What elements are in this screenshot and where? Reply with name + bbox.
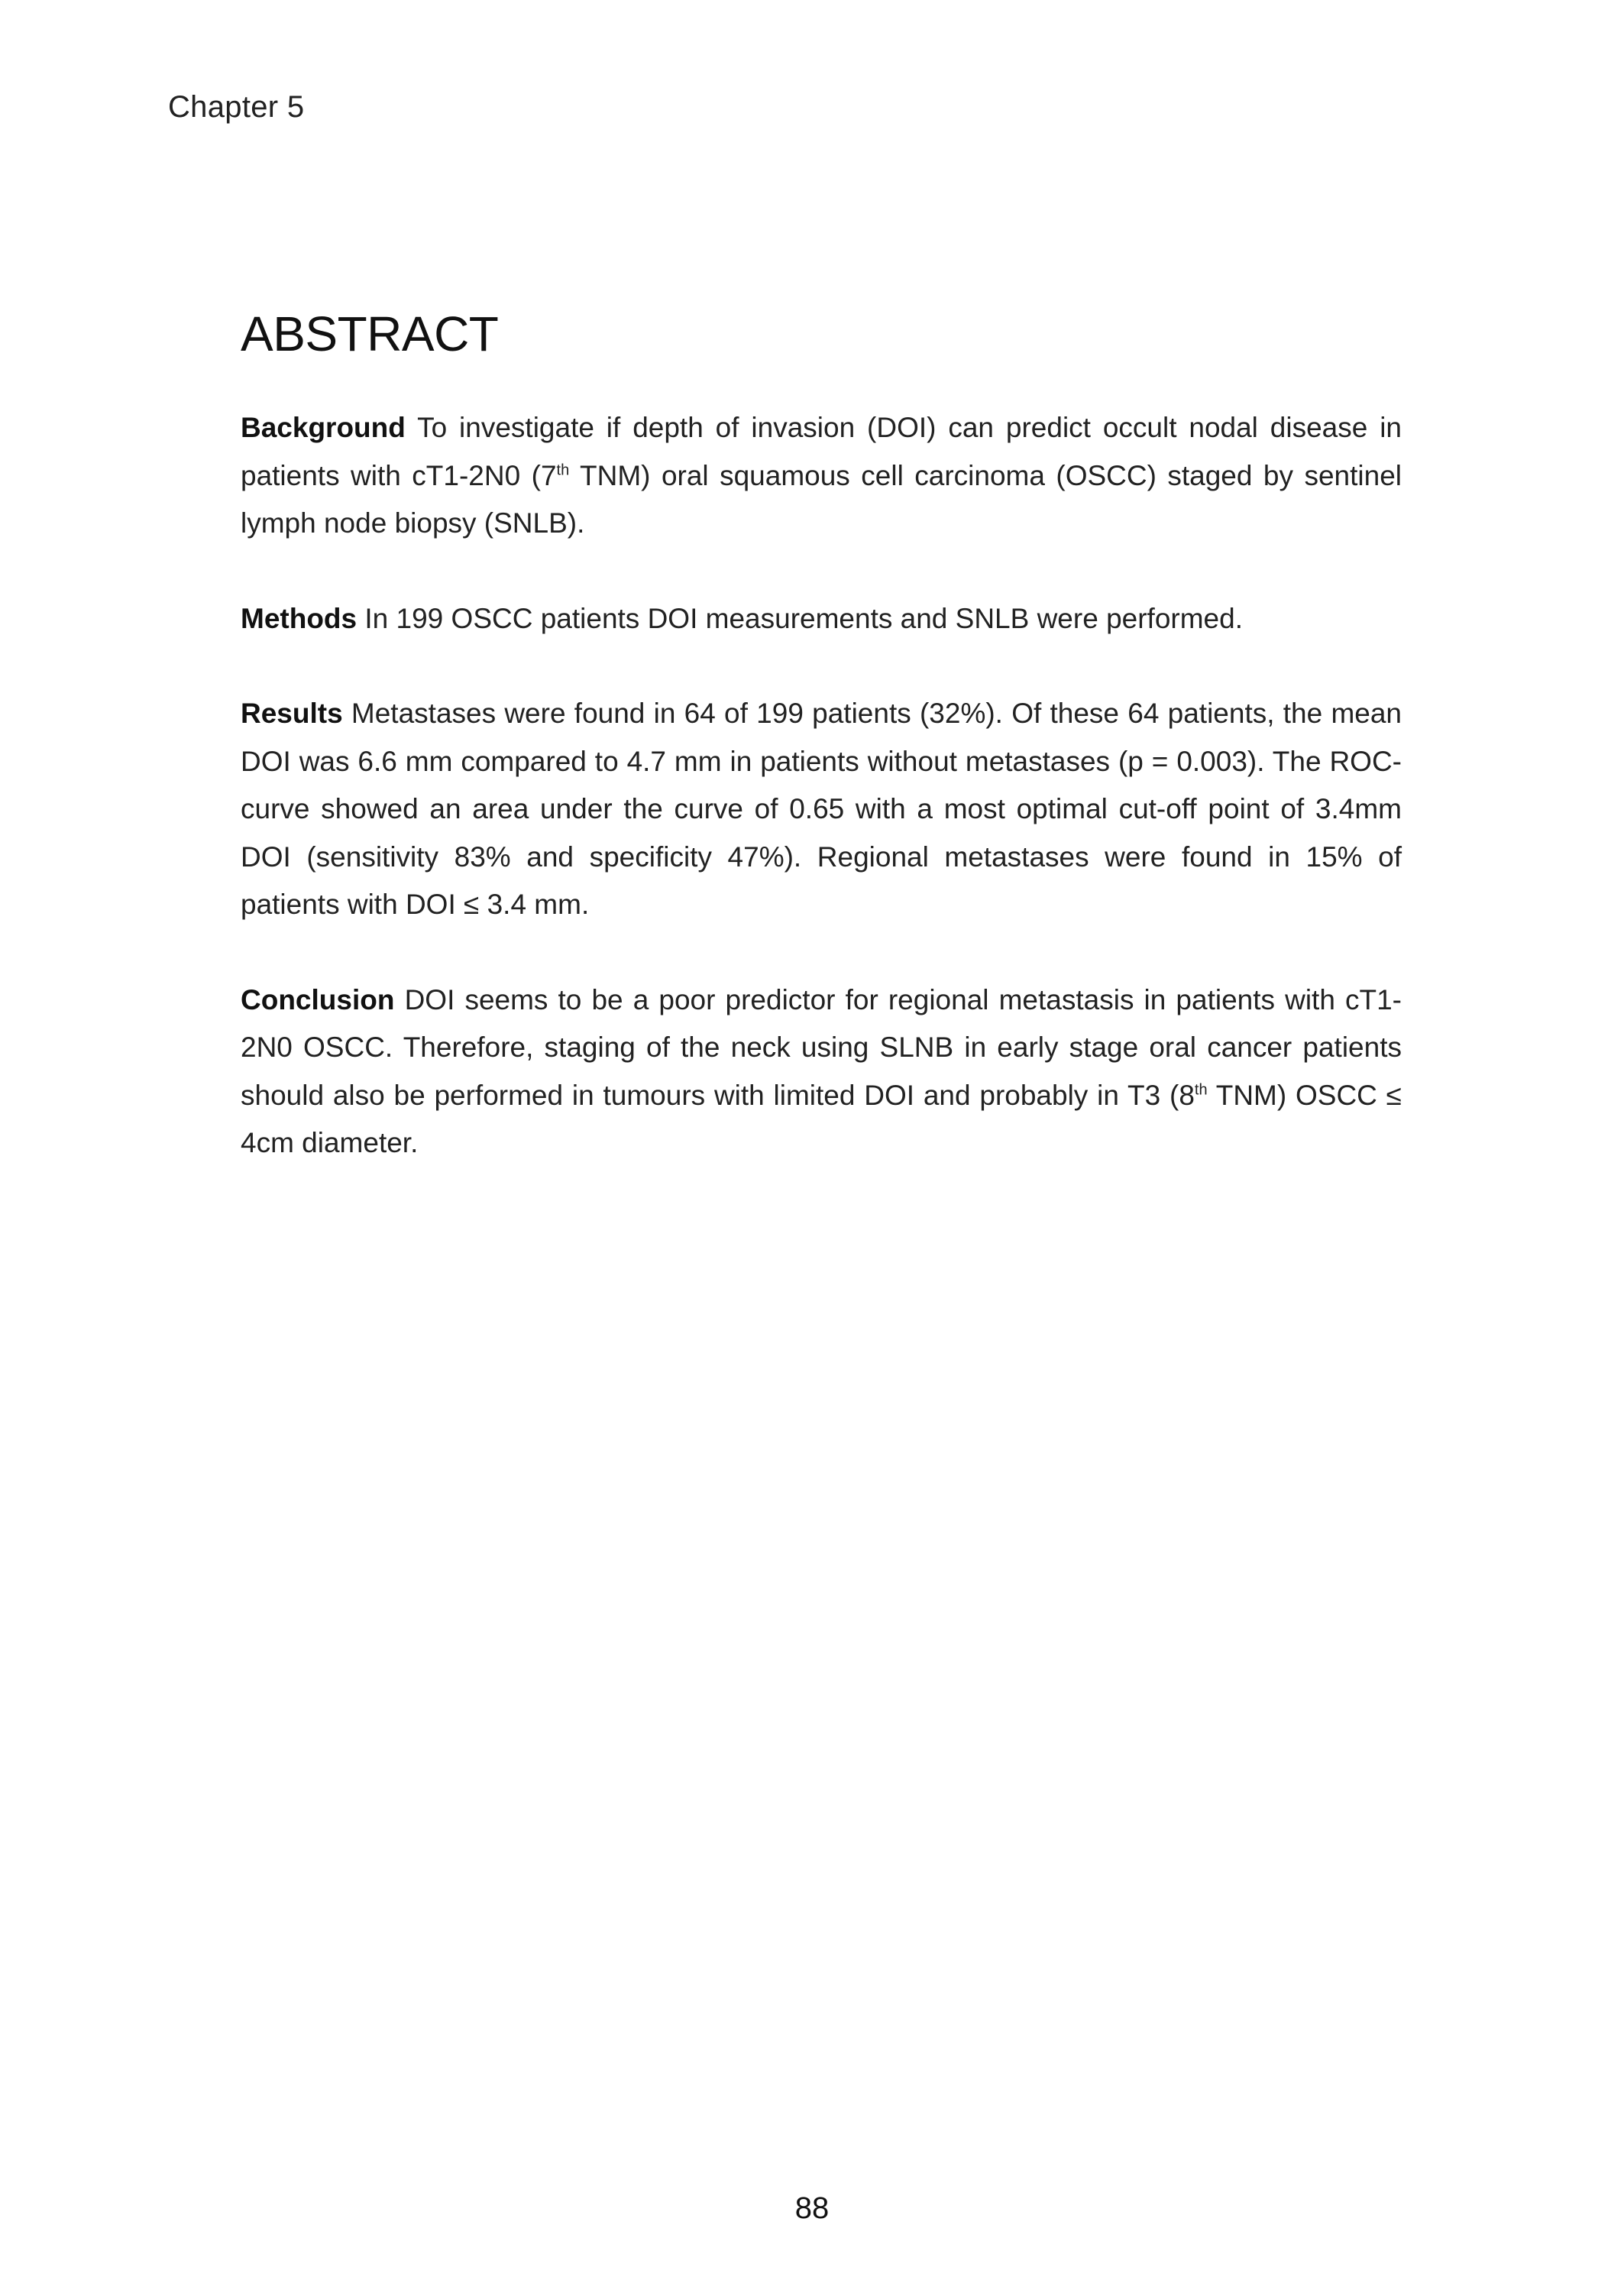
results-label: Results <box>241 698 343 729</box>
conclusion-label: Conclusion <box>241 983 395 1015</box>
background-superscript: th <box>556 462 570 479</box>
background-text-part-1: To investigate if depth of invasion (DOI) can predict occult nodal disease in patients with cT1-2N0 (7 <box>241 412 1402 491</box>
results-paragraph <box>241 690 1402 929</box>
methods-text: In 199 OSCC patients DOI measurements and SNLB were performed. <box>364 602 1243 634</box>
conclusion-paragraph <box>241 976 1402 1168</box>
page-number: 88 <box>794 2191 830 2225</box>
running-header: Chapter 5 <box>168 90 305 124</box>
conclusion-text-part-1: DOI seems to be a poor predictor for regional metastasis in patients with cT1-2N0 OSCC. Therefore, staging of the neck using SLNB in early stage oral cancer patients should also be performed in tumours with limited DOI and probably in T3 (8 <box>241 983 1402 1111</box>
background-paragraph <box>241 404 1402 548</box>
abstract-title: ABSTRACT <box>241 306 499 361</box>
conclusion-superscript: th <box>1194 1081 1208 1099</box>
results-text: Metastases were found in 64 of 199 patients (32%). Of these 64 patients, the mean DOI was 6.6 mm compared to 4.7 mm in patients without metastases (p = 0.003). The ROC-curve showed an area under the curve of 0.65 with a most optimal cut-off point of 3.4mm DOI (sensitivity 83% and specificity 47%). Regional metastases were found in 15% of patients with DOI ≤ 3.4 mm. <box>241 698 1402 920</box>
conclusion-text-part-2: TNM) OSCC ≤ 4cm diameter. <box>241 1079 1402 1158</box>
methods-label: Methods <box>241 602 357 634</box>
background-label: Background <box>241 412 406 443</box>
abstract-section <box>241 306 1402 1215</box>
background-text-part-2: TNM) oral squamous cell carcinoma (OSCC) staged by sentinel lymph node biopsy (SNLB). <box>241 459 1402 539</box>
methods-paragraph <box>241 595 1402 643</box>
